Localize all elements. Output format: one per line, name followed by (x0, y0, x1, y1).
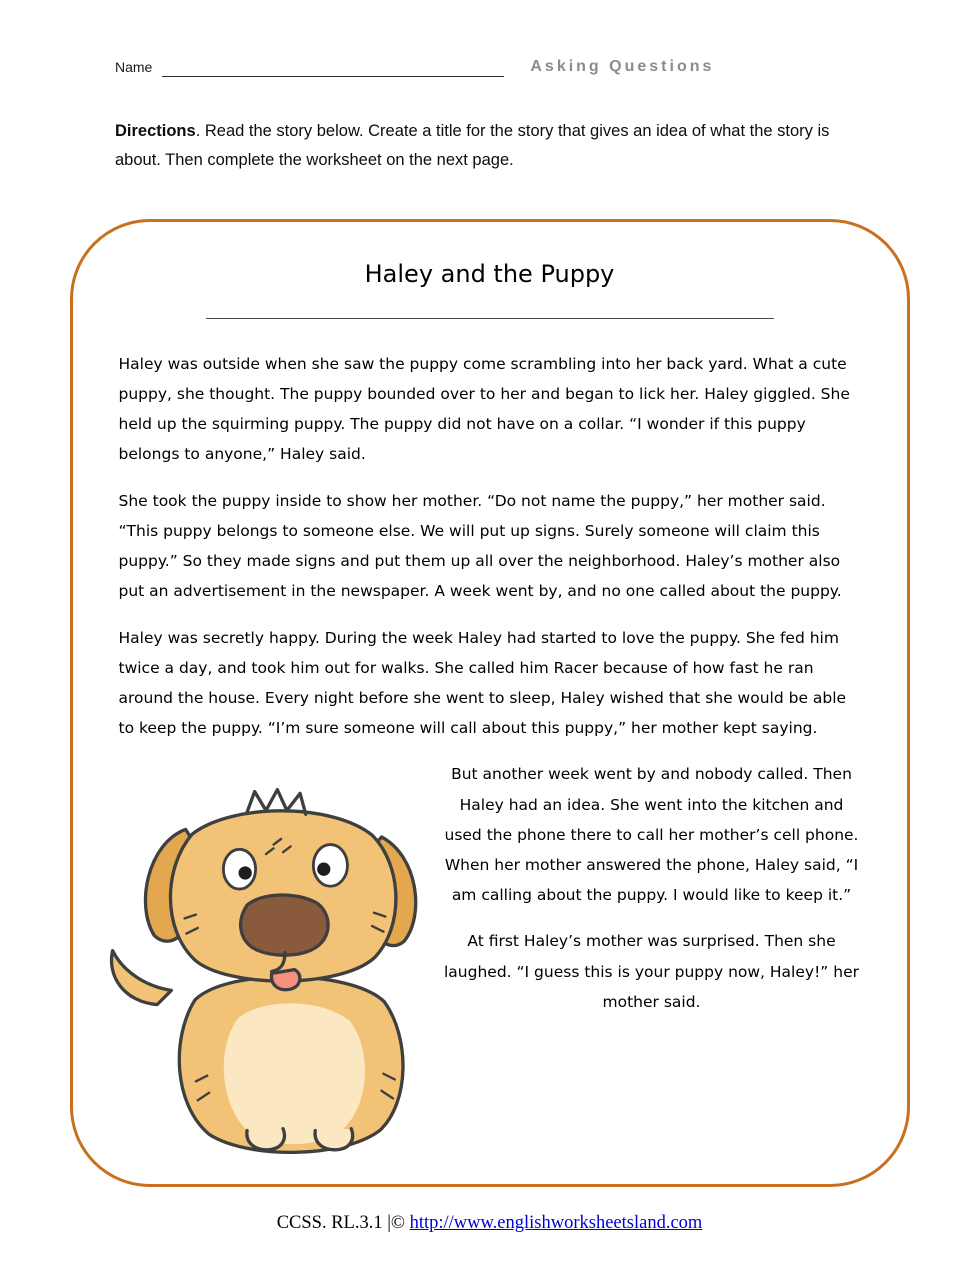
worksheet-title: Asking Questions (530, 58, 715, 75)
website-link[interactable]: http://www.englishworksheetsland.com (409, 1212, 703, 1233)
story-paragraph: She took the puppy inside to show her mother. “Do not name the puppy,” her mother said. “This puppy belongs to someone else. We will put up signs. Surely someone will claim this puppy.” So they made signs and put them up all over the neighborhood. Haley’s mother also put an advertisement in the newspaper. A week went by, and no one called about the puppy. (118, 491, 842, 601)
story-text (119, 349, 861, 1162)
header (115, 58, 864, 77)
story-title: Haley and the Puppy (364, 259, 615, 288)
puppy-illustration (105, 763, 427, 1161)
directions-label: Directions (115, 122, 196, 140)
ccss-label: CCSS. RL.3.1 |© (276, 1212, 410, 1233)
story-box (70, 219, 910, 1187)
story-paragraph: But another week went by and nobody called. Then Haley had an idea. She went into the kitchen and used the phone there to call her mother’s cell phone. When her mother answered the phone, Haley said, “I am calling about the puppy. I would like to keep it.” (444, 765, 859, 905)
story-paragraph: Haley was outside when she saw the puppy come scrambling into her back yard. What a cute puppy, she thought. The puppy bounded over to her and began to lick her. Haley giggled. She held up the squirming puppy. The puppy did not have on a collar. “I wonder if this puppy belongs to anyone,” Haley said. (118, 354, 850, 464)
name-label: Name (115, 59, 153, 75)
name-blank-line (162, 61, 504, 77)
directions-text: . Read the story below. Create a title for the story that gives an idea of what the story is about. Then complete the worksheet on the next page. (115, 122, 830, 169)
story-paragraph: At first Haley’s mother was surprised. Then she laughed. “I guess this is your puppy now, Haley!” her mother said. (444, 932, 859, 1011)
story-paragraph: Haley was secretly happy. During the week Haley had started to love the puppy. She fed him twice a day, and took him out for walks. She called him Racer because of how fast he ran around the house. Every night before she went to sleep, Haley wished that she would be able to keep the puppy. “I’m sure someone will call about this puppy,” her mother kept saying. (118, 628, 847, 738)
title-blank-line (206, 318, 774, 319)
footer (0, 1213, 979, 1234)
directions (115, 117, 864, 175)
